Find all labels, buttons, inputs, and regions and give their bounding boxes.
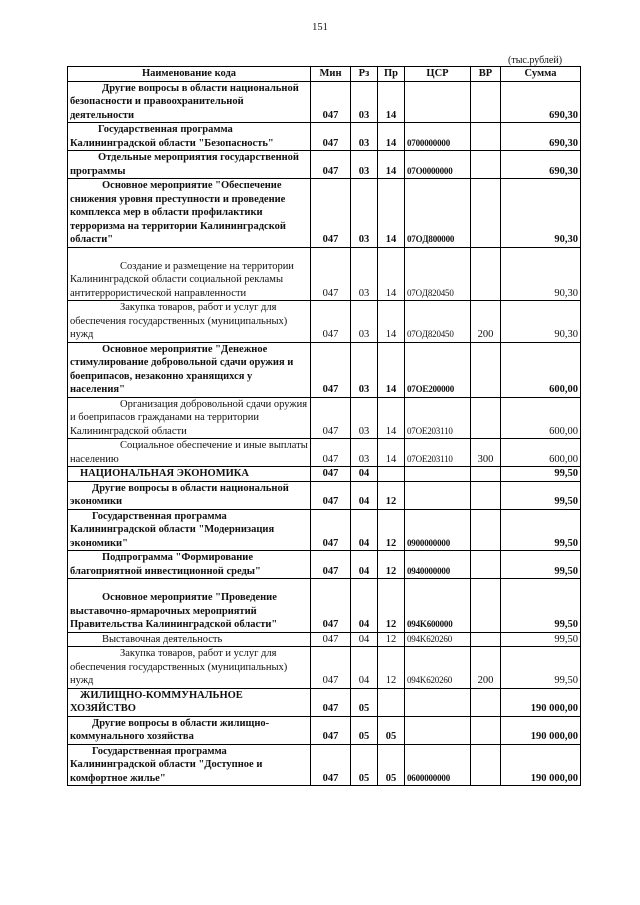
- cell-sum: 690,30: [501, 81, 581, 123]
- cell-pr: 05: [378, 744, 405, 786]
- table-body: [68, 81, 581, 786]
- cell-pr: 14: [378, 151, 405, 179]
- cell-vr: [471, 551, 501, 579]
- cell-sum: 99,50: [501, 551, 581, 579]
- header-name: Наименование кода: [68, 67, 311, 82]
- cell-pr: 12: [378, 481, 405, 509]
- cell-min: 047: [311, 716, 351, 744]
- cell-min: 047: [311, 301, 351, 343]
- cell-vr: 200: [471, 647, 501, 689]
- cell-min: 047: [311, 123, 351, 151]
- table-row: [68, 247, 581, 301]
- cell-pr: 14: [378, 301, 405, 343]
- cell-rz: 03: [351, 397, 378, 439]
- cell-pr: 14: [378, 342, 405, 397]
- cell-vr: [471, 579, 501, 633]
- table-row: [68, 632, 581, 647]
- cell-csr: 07OE200000: [405, 342, 471, 397]
- cell-pr: 14: [378, 397, 405, 439]
- cell-vr: [471, 509, 501, 551]
- cell-csr: 0940000000: [405, 551, 471, 579]
- cell-name: Социальное обеспечение и иные выплаты населению: [68, 439, 311, 467]
- budget-table: [67, 66, 581, 786]
- cell-min: 047: [311, 467, 351, 482]
- cell-min: 047: [311, 647, 351, 689]
- cell-sum: 90,30: [501, 179, 581, 248]
- cell-rz: 03: [351, 342, 378, 397]
- cell-min: 047: [311, 81, 351, 123]
- cell-min: 047: [311, 551, 351, 579]
- header-sum: Сумма: [501, 67, 581, 82]
- cell-vr: [471, 247, 501, 301]
- cell-sum: 190 000,00: [501, 716, 581, 744]
- header-vr: ВР: [471, 67, 501, 82]
- cell-pr: 14: [378, 81, 405, 123]
- page-number: 151: [312, 22, 328, 33]
- cell-min: 047: [311, 688, 351, 716]
- cell-vr: [471, 81, 501, 123]
- cell-min: 047: [311, 744, 351, 786]
- cell-sum: 600,00: [501, 397, 581, 439]
- cell-csr: 094K620260: [405, 647, 471, 689]
- cell-csr: 07OД820450: [405, 301, 471, 343]
- cell-name: Основное мероприятие "Проведение выставочно-ярмарочных мероприятий Правительства Калининградской области": [68, 579, 311, 633]
- cell-rz: 04: [351, 481, 378, 509]
- cell-pr: 12: [378, 647, 405, 689]
- cell-sum: 99,50: [501, 647, 581, 689]
- cell-vr: 200: [471, 301, 501, 343]
- table-row: [68, 179, 581, 248]
- cell-csr: 07O0000000: [405, 151, 471, 179]
- cell-sum: 99,50: [501, 481, 581, 509]
- cell-min: 047: [311, 439, 351, 467]
- cell-csr: 094K620260: [405, 632, 471, 647]
- cell-rz: 04: [351, 647, 378, 689]
- cell-sum: 190 000,00: [501, 688, 581, 716]
- table-row: [68, 688, 581, 716]
- cell-rz: 04: [351, 467, 378, 482]
- cell-name: Государственная программа Калининградской области "Модернизация экономики": [68, 509, 311, 551]
- cell-vr: [471, 123, 501, 151]
- table-row: [68, 481, 581, 509]
- table-row: [68, 439, 581, 467]
- cell-vr: [471, 467, 501, 482]
- cell-rz: 04: [351, 551, 378, 579]
- header-min: Мин: [311, 67, 351, 82]
- cell-sum: 90,30: [501, 301, 581, 343]
- cell-csr: 07OE203110: [405, 397, 471, 439]
- cell-pr: 12: [378, 632, 405, 647]
- table-row: [68, 81, 581, 123]
- header-rz: Рз: [351, 67, 378, 82]
- cell-vr: [471, 744, 501, 786]
- cell-vr: [471, 481, 501, 509]
- header-csr: ЦСР: [405, 67, 471, 82]
- cell-rz: 04: [351, 579, 378, 633]
- cell-name: Отдельные мероприятия государственной программы: [68, 151, 311, 179]
- table-row: [68, 551, 581, 579]
- cell-rz: 05: [351, 688, 378, 716]
- cell-sum: 190 000,00: [501, 744, 581, 786]
- cell-csr: [405, 716, 471, 744]
- cell-csr: 0600000000: [405, 744, 471, 786]
- cell-vr: [471, 397, 501, 439]
- cell-csr: 094K600000: [405, 579, 471, 633]
- cell-name: Выставочная деятельность: [68, 632, 311, 647]
- table-row: [68, 716, 581, 744]
- table-row: [68, 509, 581, 551]
- cell-rz: 05: [351, 716, 378, 744]
- cell-csr: [405, 81, 471, 123]
- cell-vr: 300: [471, 439, 501, 467]
- cell-rz: 04: [351, 632, 378, 647]
- table-row: [68, 579, 581, 633]
- cell-min: 047: [311, 151, 351, 179]
- cell-name: Другие вопросы в области национальной безопасности и правоохранительной деятельности: [68, 81, 311, 123]
- cell-min: 047: [311, 247, 351, 301]
- cell-name: НАЦИОНАЛЬНАЯ ЭКОНОМИКА: [68, 467, 311, 482]
- cell-rz: 04: [351, 509, 378, 551]
- cell-sum: 99,50: [501, 579, 581, 633]
- table-row: [68, 342, 581, 397]
- cell-sum: 600,00: [501, 439, 581, 467]
- cell-name: ЖИЛИЩНО-КОММУНАЛЬНОЕ ХОЗЯЙСТВО: [68, 688, 311, 716]
- cell-pr: 14: [378, 179, 405, 248]
- cell-csr: [405, 481, 471, 509]
- cell-rz: 03: [351, 81, 378, 123]
- cell-csr: 0700000000: [405, 123, 471, 151]
- cell-sum: 90,30: [501, 247, 581, 301]
- cell-csr: 07OE203110: [405, 439, 471, 467]
- cell-name: Подпрограмма "Формирование благоприятной инвестиционной среды": [68, 551, 311, 579]
- cell-name: Государственная программа Калининградской области "Безопасность": [68, 123, 311, 151]
- cell-pr: 12: [378, 509, 405, 551]
- cell-vr: [471, 688, 501, 716]
- table-row: [68, 151, 581, 179]
- cell-sum: 690,30: [501, 151, 581, 179]
- table-row: [68, 123, 581, 151]
- cell-csr: [405, 467, 471, 482]
- cell-csr: 07OД820450: [405, 247, 471, 301]
- cell-name: Другие вопросы в области жилищно-коммунального хозяйства: [68, 716, 311, 744]
- table-header-row: [68, 67, 581, 82]
- cell-csr: [405, 688, 471, 716]
- cell-pr: 12: [378, 579, 405, 633]
- cell-vr: [471, 632, 501, 647]
- cell-name: Закупка товаров, работ и услуг для обеспечения государственных (муниципальных) нужд: [68, 647, 311, 689]
- cell-vr: [471, 716, 501, 744]
- cell-vr: [471, 342, 501, 397]
- cell-sum: 99,50: [501, 509, 581, 551]
- cell-rz: 03: [351, 123, 378, 151]
- cell-vr: [471, 179, 501, 248]
- units-label: (тыс.рублей): [508, 55, 563, 66]
- cell-min: 047: [311, 632, 351, 647]
- cell-sum: 600,00: [501, 342, 581, 397]
- cell-name: Государственная программа Калининградской области "Доступное и комфортное жилье": [68, 744, 311, 786]
- cell-rz: 03: [351, 179, 378, 248]
- cell-name: Основное мероприятие "Обеспечение снижения уровня преступности и проведение комплекса мер в области профилактики терроризма на территории Калининградской области": [68, 179, 311, 248]
- cell-rz: 05: [351, 744, 378, 786]
- cell-min: 047: [311, 342, 351, 397]
- cell-sum: 99,50: [501, 467, 581, 482]
- cell-min: 047: [311, 509, 351, 551]
- cell-name: Основное мероприятие "Денежное стимулирование добровольной сдачи оружия и боеприпасов, незаконно хранящихся у населения": [68, 342, 311, 397]
- cell-rz: 03: [351, 301, 378, 343]
- cell-pr: 14: [378, 439, 405, 467]
- cell-name: Создание и размещение на территории Калининградской области социальной рекламы антитеррористической направленности: [68, 247, 311, 301]
- table-row: [68, 647, 581, 689]
- cell-csr: 07OД800000: [405, 179, 471, 248]
- table-row: [68, 744, 581, 786]
- cell-pr: 05: [378, 716, 405, 744]
- header-pr: Пр: [378, 67, 405, 82]
- cell-rz: 03: [351, 151, 378, 179]
- cell-min: 047: [311, 397, 351, 439]
- cell-pr: [378, 467, 405, 482]
- cell-pr: 14: [378, 123, 405, 151]
- table-row: [68, 301, 581, 343]
- cell-min: 047: [311, 179, 351, 248]
- cell-name: Другие вопросы в области национальной экономики: [68, 481, 311, 509]
- cell-name: Организация добровольной сдачи оружия и боеприпасов гражданами на территории Калининградской области: [68, 397, 311, 439]
- table-row: [68, 467, 581, 482]
- cell-pr: [378, 688, 405, 716]
- cell-min: 047: [311, 481, 351, 509]
- cell-sum: 99,50: [501, 632, 581, 647]
- cell-vr: [471, 151, 501, 179]
- cell-min: 047: [311, 579, 351, 633]
- cell-pr: 14: [378, 247, 405, 301]
- cell-csr: 0900000000: [405, 509, 471, 551]
- table-row: [68, 397, 581, 439]
- cell-rz: 03: [351, 247, 378, 301]
- cell-sum: 690,30: [501, 123, 581, 151]
- cell-rz: 03: [351, 439, 378, 467]
- cell-name: Закупка товаров, работ и услуг для обеспечения государственных (муниципальных) нужд: [68, 301, 311, 343]
- cell-pr: 12: [378, 551, 405, 579]
